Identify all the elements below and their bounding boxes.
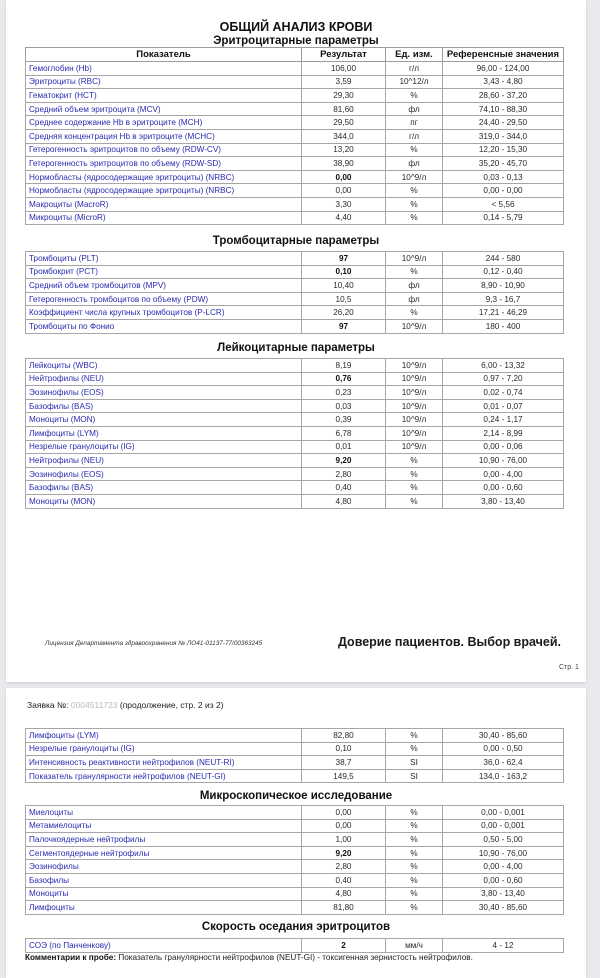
result-value: 4,40 bbox=[302, 211, 386, 225]
table-row bbox=[26, 939, 564, 953]
table-row bbox=[26, 729, 564, 743]
table-row bbox=[26, 819, 564, 833]
indicator-name: Лейкоциты (WBC) bbox=[26, 359, 302, 373]
table-row bbox=[26, 252, 564, 266]
table-row bbox=[26, 319, 564, 333]
reference-range: 30,40 - 85,60 bbox=[443, 729, 564, 743]
reference-range: 244 - 580 bbox=[443, 252, 564, 266]
result-value: 38,90 bbox=[302, 157, 386, 171]
indicator-name: Незрелые гранулоциты (IG) bbox=[26, 440, 302, 454]
result-value: 29,30 bbox=[302, 89, 386, 103]
table-row bbox=[26, 211, 564, 225]
unit-value: фл bbox=[386, 102, 443, 116]
unit-value: % bbox=[386, 481, 443, 495]
table-row bbox=[26, 359, 564, 373]
table-row bbox=[26, 386, 564, 400]
unit-value: г/л bbox=[386, 62, 443, 76]
result-value: 0,03 bbox=[302, 399, 386, 413]
result-value: 9,20 bbox=[302, 846, 386, 860]
reference-range: 9,3 - 16,7 bbox=[443, 292, 564, 306]
result-value: 149,5 bbox=[302, 769, 386, 783]
table-row bbox=[26, 454, 564, 468]
result-value: 0,40 bbox=[302, 481, 386, 495]
result-value: 2,80 bbox=[302, 467, 386, 481]
result-value: 0,00 bbox=[302, 806, 386, 820]
result-value: 82,80 bbox=[302, 729, 386, 743]
reference-range: 0,00 - 0,50 bbox=[443, 742, 564, 756]
reference-range: 8,90 - 10,90 bbox=[443, 279, 564, 293]
indicator-name: Эритроциты (RBC) bbox=[26, 75, 302, 89]
indicator-name: Интенсивность реактивности нейтрофилов (NEUT-RI) bbox=[26, 756, 302, 770]
erythrocyte-table bbox=[25, 47, 564, 225]
unit-value: 10^9/л bbox=[386, 252, 443, 266]
table-row bbox=[26, 806, 564, 820]
unit-value: 10^9/л bbox=[386, 170, 443, 184]
request-number: 0004511723 bbox=[70, 700, 118, 710]
indicator-name: Микроциты (MicroR) bbox=[26, 211, 302, 225]
header-reference: Референсные значения bbox=[443, 48, 564, 62]
indicator-name: Среднее содержание Hb в эритроците (MCH) bbox=[26, 116, 302, 130]
request-continuation: (продолжение, стр. 2 из 2) bbox=[119, 700, 224, 710]
indicator-name: Коэффициент числа крупных тромбоцитов (P-LCR) bbox=[26, 306, 302, 320]
table-row bbox=[26, 197, 564, 211]
indicator-name: Гемоглобин (Hb) bbox=[26, 62, 302, 76]
request-line bbox=[27, 700, 224, 710]
result-value: 0,01 bbox=[302, 440, 386, 454]
reference-range: 4 - 12 bbox=[443, 939, 564, 953]
result-value: 10,40 bbox=[302, 279, 386, 293]
indicator-name: Эозинофилы (EOS) bbox=[26, 386, 302, 400]
indicator-name: Эозинофилы (EOS) bbox=[26, 467, 302, 481]
indicator-name: Лимфоциты bbox=[26, 901, 302, 915]
unit-value: г/л bbox=[386, 129, 443, 143]
reference-range: 96,00 - 124,00 bbox=[443, 62, 564, 76]
reference-range: 180 - 400 bbox=[443, 319, 564, 333]
indicator-name: Макроциты (MacroR) bbox=[26, 197, 302, 211]
unit-value: % bbox=[386, 454, 443, 468]
reference-range: 0,02 - 0,74 bbox=[443, 386, 564, 400]
reference-range: 0,01 - 0,07 bbox=[443, 399, 564, 413]
unit-value: % bbox=[386, 467, 443, 481]
report-page-2 bbox=[6, 688, 586, 978]
table-row bbox=[26, 89, 564, 103]
table-row bbox=[26, 481, 564, 495]
table-row bbox=[26, 372, 564, 386]
indicator-name: Метамиелоциты bbox=[26, 819, 302, 833]
unit-value: % bbox=[386, 846, 443, 860]
table-row bbox=[26, 756, 564, 770]
indicator-name: Тромбоциты (PLT) bbox=[26, 252, 302, 266]
reference-range: 0,00 - 0,00 bbox=[443, 184, 564, 198]
reference-range: 24,40 - 29,50 bbox=[443, 116, 564, 130]
unit-value: фл bbox=[386, 157, 443, 171]
result-value: 2 bbox=[302, 939, 386, 953]
reference-range: 10,90 - 76,00 bbox=[443, 846, 564, 860]
result-value: 38,7 bbox=[302, 756, 386, 770]
unit-value: 10^9/л bbox=[386, 426, 443, 440]
reference-range: 0,00 - 0,001 bbox=[443, 806, 564, 820]
unit-value: % bbox=[386, 494, 443, 508]
indicator-name: СОЭ (по Панченкову) bbox=[26, 939, 302, 953]
unit-value: мм/ч bbox=[386, 939, 443, 953]
result-value: 344,0 bbox=[302, 129, 386, 143]
header-indicator: Показатель bbox=[26, 48, 302, 62]
indicator-name: Тромбокрит (PCT) bbox=[26, 265, 302, 279]
indicator-name: Гетерогенность эритроцитов по объему (RDW-CV) bbox=[26, 143, 302, 157]
unit-value: 10^12/л bbox=[386, 75, 443, 89]
result-value: 0,00 bbox=[302, 819, 386, 833]
result-value: 13,20 bbox=[302, 143, 386, 157]
section-title-platelet: Тромбоцитарные параметры bbox=[212, 235, 380, 247]
reference-range: 17,21 - 46,29 bbox=[443, 306, 564, 320]
table-row bbox=[26, 494, 564, 508]
result-value: 10,5 bbox=[302, 292, 386, 306]
result-value: 0,39 bbox=[302, 413, 386, 427]
indicator-name: Незрелые гранулоциты (IG) bbox=[26, 742, 302, 756]
unit-value: % bbox=[386, 860, 443, 874]
unit-value: % bbox=[386, 833, 443, 847]
table-row bbox=[26, 846, 564, 860]
table-row bbox=[26, 873, 564, 887]
unit-value: % bbox=[386, 806, 443, 820]
reference-range: 35,20 - 45,70 bbox=[443, 157, 564, 171]
indicator-name: Тромбоциты по Фонио bbox=[26, 319, 302, 333]
table-header-row bbox=[26, 48, 564, 62]
table-row bbox=[26, 426, 564, 440]
result-value: 0,00 bbox=[302, 184, 386, 198]
result-value: 3,59 bbox=[302, 75, 386, 89]
unit-value: 10^9/л bbox=[386, 440, 443, 454]
unit-value: % bbox=[386, 887, 443, 901]
comment-label: Комментарии к пробе: bbox=[25, 953, 117, 962]
unit-value: SI bbox=[386, 769, 443, 783]
table-row bbox=[26, 440, 564, 454]
request-label: Заявка №: bbox=[27, 700, 69, 710]
table-row bbox=[26, 143, 564, 157]
platelet-table bbox=[25, 251, 564, 334]
indicator-name: Моноциты (MON) bbox=[26, 413, 302, 427]
license-text: Лицензия Департамента здравоохранения № ЛО41-01137-77/00363245 bbox=[45, 640, 263, 647]
result-value: 0,23 bbox=[302, 386, 386, 400]
reference-range: 0,14 - 5,79 bbox=[443, 211, 564, 225]
sample-comment bbox=[25, 953, 585, 962]
indicator-name: Моноциты bbox=[26, 887, 302, 901]
table-row bbox=[26, 833, 564, 847]
table-row bbox=[26, 901, 564, 915]
reference-range: 134,0 - 163,2 bbox=[443, 769, 564, 783]
table-row bbox=[26, 742, 564, 756]
result-value: 0,76 bbox=[302, 372, 386, 386]
result-value: 97 bbox=[302, 319, 386, 333]
reference-range: 0,00 - 0,60 bbox=[443, 481, 564, 495]
unit-value: 10^9/л bbox=[386, 319, 443, 333]
reference-range: 28,60 - 37,20 bbox=[443, 89, 564, 103]
reference-range: 0,00 - 4,00 bbox=[443, 860, 564, 874]
result-value: 0,40 bbox=[302, 873, 386, 887]
clinic-slogan: Доверие пациентов. Выбор врачей. bbox=[338, 635, 561, 649]
table-row bbox=[26, 467, 564, 481]
header-unit: Ед. изм. bbox=[386, 48, 443, 62]
result-value: 26,20 bbox=[302, 306, 386, 320]
indicator-name: Моноциты (MON) bbox=[26, 494, 302, 508]
unit-value: % bbox=[386, 184, 443, 198]
reference-range: 30,40 - 85,60 bbox=[443, 901, 564, 915]
result-value: 4,80 bbox=[302, 494, 386, 508]
unit-value: фл bbox=[386, 292, 443, 306]
indicator-name: Миелоциты bbox=[26, 806, 302, 820]
reference-range: 0,00 - 0,60 bbox=[443, 873, 564, 887]
page-number: Стр. 1 bbox=[559, 664, 579, 671]
reference-range: 3,80 - 13,40 bbox=[443, 887, 564, 901]
table-row bbox=[26, 265, 564, 279]
result-value: 81,60 bbox=[302, 102, 386, 116]
reference-range: 0,12 - 0,40 bbox=[443, 265, 564, 279]
unit-value: % bbox=[386, 873, 443, 887]
indicator-name: Гетерогенность эритроцитов по объему (RDW-SD) bbox=[26, 157, 302, 171]
reference-range: 0,24 - 1,17 bbox=[443, 413, 564, 427]
reference-range: < 5,56 bbox=[443, 197, 564, 211]
result-value: 106,00 bbox=[302, 62, 386, 76]
unit-value: % bbox=[386, 306, 443, 320]
result-value: 29,50 bbox=[302, 116, 386, 130]
result-value: 9,20 bbox=[302, 454, 386, 468]
unit-value: % bbox=[386, 901, 443, 915]
indicator-name: Гематокрит (HCT) bbox=[26, 89, 302, 103]
indicator-name: Базофилы bbox=[26, 873, 302, 887]
reference-range: 0,03 - 0,13 bbox=[443, 170, 564, 184]
reference-range: 0,50 - 5,00 bbox=[443, 833, 564, 847]
table-row bbox=[26, 157, 564, 171]
indicator-name: Эозинофилы bbox=[26, 860, 302, 874]
result-value: 1,00 bbox=[302, 833, 386, 847]
section-title-esr: Скорость оседания эритроцитов bbox=[201, 921, 391, 933]
reference-range: 0,97 - 7,20 bbox=[443, 372, 564, 386]
leukocyte-continued-table bbox=[25, 728, 564, 783]
document-title: ОБЩИЙ АНАЛИЗ КРОВИ bbox=[219, 20, 373, 34]
reference-range: 10,90 - 76,00 bbox=[443, 454, 564, 468]
result-value: 97 bbox=[302, 252, 386, 266]
table-row bbox=[26, 399, 564, 413]
indicator-name: Сегментоядерные нейтрофилы bbox=[26, 846, 302, 860]
indicator-name: Показатель гранулярности нейтрофилов (NEUT-GI) bbox=[26, 769, 302, 783]
result-value: 2,80 bbox=[302, 860, 386, 874]
table-row bbox=[26, 279, 564, 293]
comment-text: Показатель гранулярности нейтрофилов (NEUT-GI) - токсигенная зернистость нейтрофилов. bbox=[118, 953, 473, 962]
microscopy-table bbox=[25, 805, 564, 915]
indicator-name: Палочкоядерные нейтрофилы bbox=[26, 833, 302, 847]
result-value: 4,80 bbox=[302, 887, 386, 901]
table-row bbox=[26, 129, 564, 143]
table-row bbox=[26, 769, 564, 783]
indicator-name: Базофилы (BAS) bbox=[26, 481, 302, 495]
table-row bbox=[26, 887, 564, 901]
result-value: 81,80 bbox=[302, 901, 386, 915]
unit-value: % bbox=[386, 819, 443, 833]
indicator-name: Лимфоциты (LYM) bbox=[26, 729, 302, 743]
reference-range: 6,00 - 13,32 bbox=[443, 359, 564, 373]
unit-value: 10^9/л bbox=[386, 359, 443, 373]
unit-value: % bbox=[386, 742, 443, 756]
report-page-1 bbox=[6, 0, 586, 682]
section-title-erythrocyte: Эритроцитарные параметры bbox=[213, 35, 379, 47]
table-row bbox=[26, 170, 564, 184]
leukocyte-table bbox=[25, 358, 564, 509]
unit-value: 10^9/л bbox=[386, 386, 443, 400]
result-value: 6,78 bbox=[302, 426, 386, 440]
header-result: Результат bbox=[302, 48, 386, 62]
indicator-name: Нормобласты (ядросодержащие эритроциты) (NRBC) bbox=[26, 170, 302, 184]
table-row bbox=[26, 62, 564, 76]
reference-range: 36,0 - 62,4 bbox=[443, 756, 564, 770]
unit-value: % bbox=[386, 729, 443, 743]
section-title-leukocyte: Лейкоцитарные параметры bbox=[217, 342, 375, 354]
table-row bbox=[26, 413, 564, 427]
reference-range: 0,00 - 4,00 bbox=[443, 467, 564, 481]
reference-range: 0,00 - 0,001 bbox=[443, 819, 564, 833]
indicator-name: Нейтрофилы (NEU) bbox=[26, 372, 302, 386]
esr-table bbox=[25, 938, 564, 953]
section-title-microscopy: Микроскопическое исследование bbox=[199, 790, 393, 802]
indicator-name: Лимфоциты (LYM) bbox=[26, 426, 302, 440]
result-value: 0,10 bbox=[302, 265, 386, 279]
result-value: 8,19 bbox=[302, 359, 386, 373]
indicator-name: Средняя концентрация Hb в эритроците (MCHC) bbox=[26, 129, 302, 143]
indicator-name: Средний объем тромбоцитов (MPV) bbox=[26, 279, 302, 293]
indicator-name: Гетерогенность тромбоцитов по объему (PDW) bbox=[26, 292, 302, 306]
table-row bbox=[26, 102, 564, 116]
unit-value: фл bbox=[386, 279, 443, 293]
table-row bbox=[26, 184, 564, 198]
unit-value: 10^9/л bbox=[386, 372, 443, 386]
reference-range: 0,00 - 0,06 bbox=[443, 440, 564, 454]
unit-value: 10^9/л bbox=[386, 413, 443, 427]
unit-value: % bbox=[386, 197, 443, 211]
result-value: 0,00 bbox=[302, 170, 386, 184]
result-value: 0,10 bbox=[302, 742, 386, 756]
reference-range: 3,43 - 4,80 bbox=[443, 75, 564, 89]
unit-value: пг bbox=[386, 116, 443, 130]
indicator-name: Средний объем эритроцита (MCV) bbox=[26, 102, 302, 116]
unit-value: 10^9/л bbox=[386, 399, 443, 413]
reference-range: 12,20 - 15,30 bbox=[443, 143, 564, 157]
reference-range: 74,10 - 88,30 bbox=[443, 102, 564, 116]
unit-value: % bbox=[386, 265, 443, 279]
reference-range: 3,80 - 13,40 bbox=[443, 494, 564, 508]
indicator-name: Нейтрофилы (NEU) bbox=[26, 454, 302, 468]
reference-range: 319,0 - 344,0 bbox=[443, 129, 564, 143]
table-row bbox=[26, 292, 564, 306]
indicator-name: Нормобласты (ядросодержащие эритроциты) (NRBC) bbox=[26, 184, 302, 198]
table-row bbox=[26, 75, 564, 89]
result-value: 3,30 bbox=[302, 197, 386, 211]
table-row bbox=[26, 860, 564, 874]
table-row bbox=[26, 306, 564, 320]
unit-value: SI bbox=[386, 756, 443, 770]
unit-value: % bbox=[386, 143, 443, 157]
table-row bbox=[26, 116, 564, 130]
unit-value: % bbox=[386, 211, 443, 225]
unit-value: % bbox=[386, 89, 443, 103]
reference-range: 2,14 - 8,99 bbox=[443, 426, 564, 440]
indicator-name: Базофилы (BAS) bbox=[26, 399, 302, 413]
